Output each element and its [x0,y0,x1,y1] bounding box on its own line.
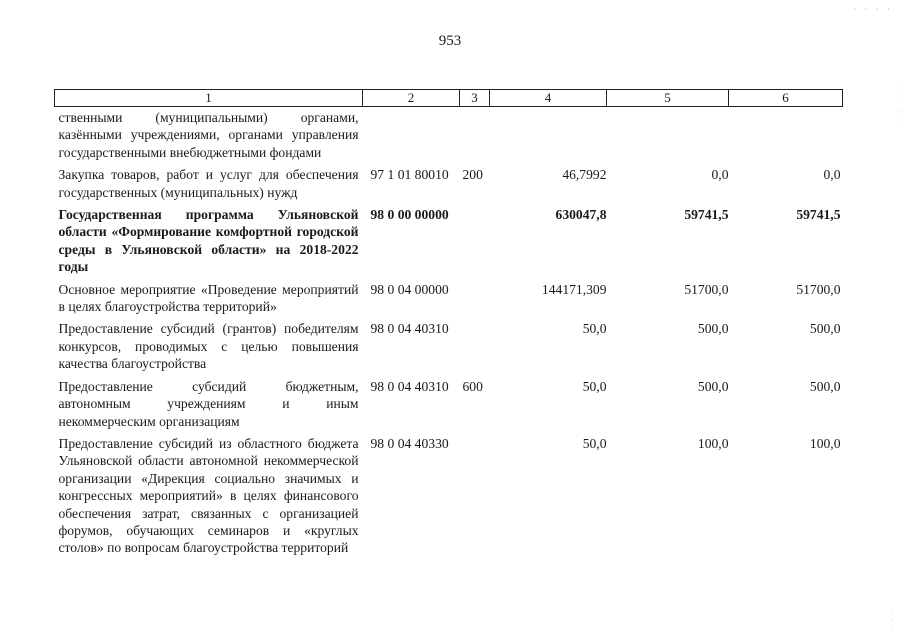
row-value-col6: 0,0 [823,167,841,183]
scan-margin-marks: · · · · · [897,80,900,125]
table-row [55,430,843,557]
row-name: ственными (муниципальными) органами, казёнными учреждениями, органами управления государственными внебюджетными фондами [58,110,359,160]
table-row [55,276,843,316]
budget-table [54,89,843,557]
row-code: 98 0 04 40310 [370,321,449,337]
row-value-col4: 50,0 [582,378,607,394]
row-value-col5: 100,0 [697,435,729,451]
row-code [363,107,460,162]
column-header-2: 2 [363,90,460,107]
row-value-col4: 50,0 [582,321,607,337]
row-value-col6: 51700,0 [796,281,841,297]
row-value-col5 [607,107,729,162]
row-expense-type [460,430,490,557]
column-header-5: 5 [607,90,729,107]
column-header-4: 4 [490,90,607,107]
row-expense-type [460,107,490,162]
row-name: Государственная программа Ульяновской области «Формирование комфортной городской среды в Ульяновской области» на 2018-2022 годы [58,207,359,275]
row-code: 98 0 04 40330 [370,435,449,451]
row-name: Предоставление субсидий бюджетным, автономным учреждениям и иным некоммерческим организациям [58,378,359,429]
table-row [55,315,843,372]
row-value-col6: 59741,5 [796,207,841,223]
column-header-3: 3 [460,90,490,107]
page-number: 953 [438,33,462,49]
row-value-col6: 500,0 [809,321,841,337]
row-value-col5: 500,0 [697,378,729,394]
row-expense-type [460,201,490,276]
row-value-col5: 0,0 [711,167,729,183]
row-value-col6: 500,0 [809,378,841,394]
table-row [55,107,843,162]
row-expense-type: 600 [462,378,483,394]
row-value-col6: 100,0 [809,435,841,451]
row-value-col4 [490,107,607,162]
row-code: 98 0 04 40310 [370,378,449,394]
row-value-col4: 144171,309 [541,281,607,297]
table-header-row [55,90,843,107]
table-row [55,201,843,276]
table-row [55,373,843,430]
row-code: 97 1 01 80010 [370,167,449,183]
row-value-col6 [729,107,843,162]
row-value-col5: 500,0 [697,321,729,337]
table-row [55,161,843,201]
row-value-col4: 46,7992 [562,167,607,183]
column-header-1: 1 [55,90,363,107]
row-value-col4: 630047,8 [555,207,607,223]
row-expense-type: 200 [462,167,483,183]
row-name: Закупка товаров, работ и услуг для обеспечения государственных (муниципальных) нужд [58,167,359,200]
row-code: 98 0 04 00000 [370,281,449,297]
row-name: Предоставление субсидий из областного бюджета Ульяновской области автономной некоммерческой организации «Дирекция социально значимых и конгрессных мероприятий» в целях финансового обеспечения затрат, связанных с организацией форумов, обучающих семинаров и «круглых столов» по вопросам благоустройства территорий [58,435,359,556]
column-header-6: 6 [729,90,843,107]
row-name: Предоставление субсидий (грантов) победителям конкурсов, проводимых с целью повышения качества благоустройства [58,321,359,372]
scan-bottom-marks: · · · [891,607,894,634]
row-name: Основное мероприятие «Проведение мероприятий в целях благоустройства территорий» [58,281,359,315]
scan-corner-marks: · · · · [853,4,893,14]
row-code: 98 0 00 00000 [370,207,449,223]
row-expense-type [460,276,490,316]
row-value-col5: 51700,0 [684,281,729,297]
row-expense-type [460,315,490,372]
row-value-col4: 50,0 [582,435,607,451]
row-value-col5: 59741,5 [684,207,729,223]
